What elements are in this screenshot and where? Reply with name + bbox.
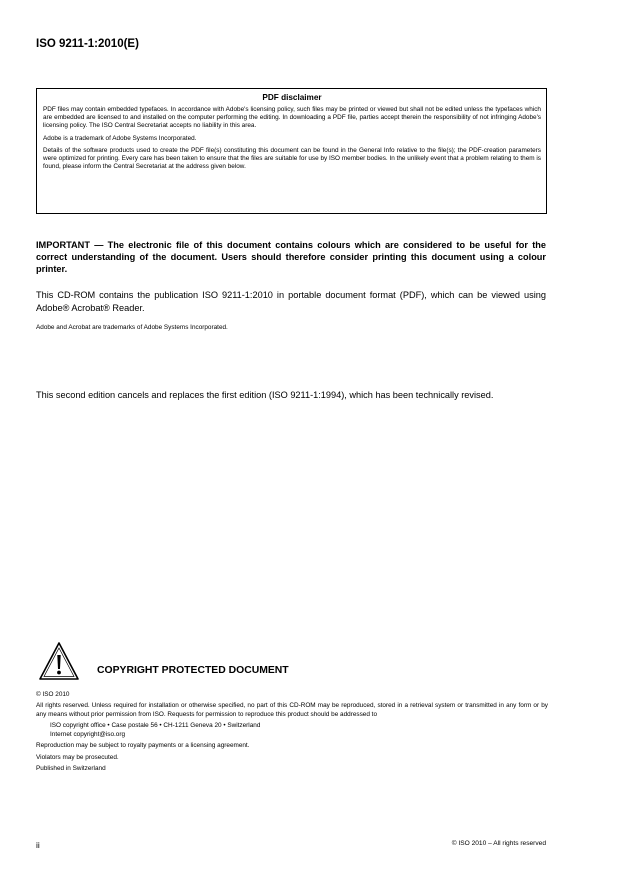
copyright-published: Published in Switzerland [36,765,106,773]
copyright-rights: All rights reserved. Unless required for installation or otherwise specified, no part of this CD-ROM may be reproduced, stored in a retrieval system or transmitted in any form or by any means without prior permission from ISO. Requests for permission to reproduce this product should be addressed to [36,702,548,718]
pdf-disclaimer-box [36,88,547,214]
copyright-year: © ISO 2010 [36,691,70,698]
disclaimer-paragraph: Adobe is a trademark of Adobe Systems Incorporated. [43,134,197,142]
edition-note: This second edition cancels and replaces the first edition (ISO 9211-1:1994), which has been technically revised. [36,390,494,400]
important-notice: IMPORTANT — The electronic file of this document contains colours which are considered to be useful for the correct understanding of the document. Users should therefore consider printing this document using a colour printer. [36,240,546,274]
warning-triangle-icon [38,641,80,681]
copyright-title: COPYRIGHT PROTECTED DOCUMENT [97,665,289,676]
copyright-violators: Violators may be prosecuted. [36,753,119,761]
footer-rights: © ISO 2010 – All rights reserved [451,840,546,847]
copyright-body [36,691,548,777]
disclaimer-paragraph: PDF files may contain embedded typefaces. In accordance with Adobe's licensing policy, such files may be printed or viewed but shall not be edited unless the typefaces which are embedded are licensed to and installed on the computer performing the editing. In downloading a PDF file, parties accept therein the responsibility of not infringing Adobe's licensing policy. The ISO Central Secretariat accepts no liability in this area. [43,106,541,130]
disclaimer-title: PDF disclaimer [262,93,322,102]
copyright-address: ISO copyright office • Case postale 56 • CH-1211 Geneva 20 • Switzerland [50,722,261,730]
page-number: ii [36,840,40,850]
document-id: ISO 9211-1:2010(E) [36,38,139,50]
trademarks-note: Adobe and Acrobat are trademarks of Adobe Systems Incorporated. [36,324,228,331]
copyright-royalty: Reproduction may be subject to royalty payments or a licensing agreement. [36,742,250,750]
disclaimer-paragraph: Details of the software products used to create the PDF file(s) constituting this document can be found in the General Info relative to the file(s); the PDF-creation parameters were optimized for printing. Every care has been taken to ensure that the files are suitable for use by ISO member bodies. In the unlikely event that a problem relating to them is found, please inform the Central Secretariat at the address given below. [43,146,541,171]
cdrom-note: This CD-ROM contains the publication ISO 9211-1:2010 in portable document format (PDF), which can be viewed using Adobe® Acrobat® Reader. [36,290,546,313]
copyright-internet: Internet copyright@iso.org [50,730,126,738]
